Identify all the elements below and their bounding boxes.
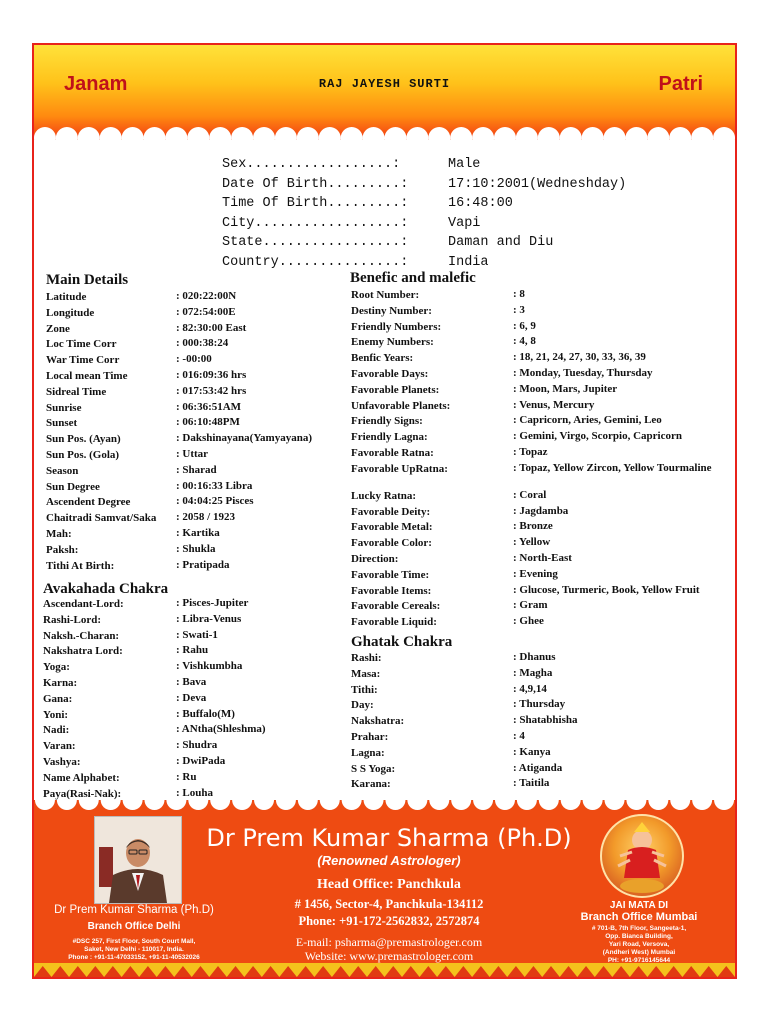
- detail-label: Sun Pos. (Gola): [46, 448, 120, 461]
- detail-value: : Uttar: [176, 447, 209, 460]
- footer-banner: [34, 800, 735, 977]
- goddess-image: [600, 814, 684, 898]
- detail-value: : Pratipada: [176, 558, 230, 571]
- detail-row: [46, 528, 346, 544]
- detail-value: : Coral: [513, 488, 547, 501]
- scallop-decoration: [78, 127, 100, 140]
- detail-value: : Magha: [513, 666, 553, 679]
- detail-label: Rashi:: [351, 652, 382, 664]
- detail-value: : Shudra: [176, 739, 218, 752]
- mumbai-address-2: Opp. Bianca Building,: [605, 933, 673, 940]
- detail-row: [351, 778, 713, 794]
- detail-value: : Libra-Venus: [176, 612, 242, 625]
- scallop-decoration: [406, 127, 428, 140]
- scallop-decoration: [472, 127, 494, 140]
- detail-row: [351, 668, 713, 684]
- detail-value: : Shukla: [176, 542, 216, 555]
- detail-value: : 06:10:48PM: [176, 416, 240, 429]
- detail-label: Gana:: [43, 692, 73, 705]
- detail-value: : Atiganda: [513, 761, 563, 774]
- detail-value: : 020:22:00N: [176, 290, 237, 302]
- scallop-decoration: [297, 127, 319, 140]
- scallop-decoration: [648, 800, 668, 810]
- detail-value: : Evening: [513, 567, 558, 580]
- scallop-decoration: [429, 800, 449, 810]
- scallop-decoration: [583, 800, 603, 810]
- contact-email[interactable]: E-mail: psharma@premastrologer.com: [295, 935, 483, 949]
- scallop-decoration: [670, 800, 690, 810]
- scallop-decoration: [276, 800, 296, 810]
- detail-value: : Bava: [176, 675, 207, 688]
- scallop-decoration: [166, 800, 186, 810]
- detail-row: [351, 415, 723, 431]
- detail-value: : Pisces-Jupiter: [176, 597, 249, 609]
- detail-row: [46, 354, 346, 370]
- detail-value: : 000:38:24: [176, 337, 229, 350]
- detail-value: : Gram: [513, 599, 548, 612]
- detail-label: Favorable Liquid:: [351, 616, 437, 629]
- mumbai-phone: PH: +91-9716145644: [607, 957, 671, 964]
- detail-row: [46, 544, 346, 560]
- detail-value: : 8: [513, 288, 525, 300]
- scallop-decoration: [517, 800, 537, 810]
- scallop-decoration: [122, 127, 144, 140]
- detail-label: Benfic Years:: [351, 352, 414, 365]
- detail-row: [46, 291, 346, 307]
- scallop-decoration: [625, 127, 647, 140]
- detail-value: : Monday, Tuesday, Thursday: [513, 366, 653, 379]
- astrologer-name: Dr Prem Kumar Sharma (Ph.D): [206, 824, 572, 852]
- detail-value: : Sharad: [176, 463, 217, 476]
- detail-row: [43, 661, 346, 677]
- detail-value: : Jagdamba: [513, 504, 569, 517]
- detail-row: [46, 402, 346, 418]
- detail-row: [351, 400, 723, 416]
- detail-value: : Buffalo(M): [176, 707, 235, 720]
- detail-row: [351, 553, 723, 569]
- scallop-decoration: [516, 127, 538, 140]
- scallop-decoration: [209, 127, 231, 140]
- detail-label: Sun Degree: [46, 480, 100, 493]
- detail-label: Paksh:: [46, 543, 79, 556]
- detail-row: [43, 614, 346, 630]
- birth-row: Date Of Birth.........: 17:10:2001(Wedneshday): [222, 176, 627, 192]
- detail-value: : North-East: [513, 551, 572, 564]
- detail-value: : Thursday: [513, 698, 566, 711]
- scallop-decoration: [165, 127, 187, 140]
- detail-row: [351, 336, 723, 352]
- detail-row: [351, 506, 723, 522]
- ghatak-table: [351, 652, 713, 794]
- detail-row: [351, 699, 713, 715]
- detail-row: [351, 585, 723, 601]
- detail-row: [43, 598, 346, 614]
- scallop-decoration: [626, 800, 646, 810]
- detail-value: : Louha: [176, 786, 213, 799]
- detail-row: [46, 496, 346, 512]
- header-left-word: Janam: [64, 73, 128, 95]
- detail-row: [351, 463, 723, 490]
- detail-row: [351, 616, 723, 632]
- detail-row: [351, 731, 713, 747]
- detail-row: [46, 433, 346, 449]
- detail-label: Tithi At Birth:: [46, 559, 115, 572]
- detail-value: : 6, 9: [513, 319, 536, 332]
- detail-row: [46, 307, 346, 323]
- scallop-decoration: [275, 127, 297, 140]
- detail-value: : Swati-1: [176, 628, 218, 641]
- detail-label: Unfavorable Planets:: [351, 399, 451, 412]
- scallop-decoration: [57, 800, 77, 810]
- mumbai-address-3: Yari Road, Versova,: [608, 941, 670, 948]
- detail-row: [46, 481, 346, 497]
- detail-label: S S Yoga:: [351, 762, 396, 775]
- astrologer-portrait-icon: [95, 817, 181, 903]
- scallop-decoration: [538, 127, 560, 140]
- detail-row: [351, 537, 723, 553]
- detail-label: Rashi-Lord:: [43, 613, 102, 626]
- detail-value: : Gemini, Virgo, Scorpio, Capricorn: [513, 430, 682, 443]
- detail-row: [46, 417, 346, 433]
- detail-label: Zone: [46, 322, 70, 335]
- detail-row: [46, 560, 346, 576]
- detail-value: : 18, 21, 24, 27, 30, 33, 36, 39: [513, 351, 646, 364]
- detail-label: Nadi:: [43, 724, 70, 737]
- detail-label: Varan:: [43, 740, 76, 753]
- astrologer-tagline: (Renowned Astrologer): [317, 853, 461, 868]
- detail-label: Longitude: [46, 306, 95, 319]
- detail-row: [351, 289, 723, 305]
- detail-value: : 00:16:33 Libra: [176, 479, 253, 492]
- detail-row: [351, 600, 723, 616]
- scallop-decoration: [539, 800, 559, 810]
- contact-website[interactable]: Website: www.premastrologer.com: [304, 949, 474, 963]
- scallop-decoration: [298, 800, 318, 810]
- detail-value: : 04:04:25 Pisces: [176, 495, 254, 508]
- detail-row: [43, 630, 346, 646]
- scallop-decoration: [320, 800, 340, 810]
- mumbai-address-1: # 701-B, 7th Floor, Sangeeta-1,: [591, 925, 687, 932]
- scallop-decoration: [319, 127, 341, 140]
- detail-label: Favorable UpRatna:: [351, 462, 448, 475]
- detail-label: Nakshatra Lord:: [43, 645, 123, 658]
- birth-row: City..................: Vapi: [222, 215, 481, 231]
- scallop-decoration: [342, 800, 362, 810]
- goddess-icon: [602, 816, 682, 896]
- birth-row: State.................: Daman and Diu: [222, 235, 554, 251]
- detail-value: : 016:09:36 hrs: [176, 368, 247, 381]
- detail-label: Karna:: [43, 676, 78, 689]
- delhi-address-1: #DSC 257, First Floor, South Court Mall,: [72, 938, 196, 945]
- detail-label: Friendly Lagna:: [351, 431, 428, 444]
- detail-row: [351, 684, 713, 700]
- avakahada-title: Avakahada Chakra: [43, 581, 169, 597]
- scallop-decoration: [582, 127, 604, 140]
- person-name: RAJ JAYESH SURTI: [318, 77, 451, 91]
- detail-row: [351, 652, 713, 668]
- scallop-decoration: [123, 800, 143, 810]
- delhi-address-2: Saket, New Delhi - 110017, India.: [84, 946, 184, 953]
- detail-value: : Capricorn, Aries, Gemini, Leo: [513, 414, 662, 427]
- scallop-decoration: [364, 800, 384, 810]
- scallop-decoration: [210, 800, 230, 810]
- scallop-decoration: [384, 127, 406, 140]
- detail-row: [351, 763, 713, 779]
- detail-label: Season: [46, 464, 79, 477]
- detail-row: [351, 521, 723, 537]
- scallop-decoration: [232, 800, 252, 810]
- detail-value: : Topaz: [513, 445, 548, 458]
- detail-label: Favorable Color:: [351, 537, 432, 550]
- detail-label: Lucky Ratna:: [351, 489, 417, 502]
- scallop-decoration: [253, 127, 275, 140]
- scallop-decoration: [34, 127, 56, 140]
- birth-row: Country...............: India: [222, 254, 489, 270]
- birth-row: Time Of Birth.........: 16:48:00: [222, 196, 513, 212]
- detail-row: [46, 465, 346, 481]
- detail-label: Favorable Days:: [351, 367, 429, 380]
- detail-label: Root Number:: [351, 289, 420, 301]
- detail-value: : Dhanus: [513, 651, 556, 663]
- detail-value: : Ghee: [513, 615, 544, 628]
- scallop-decoration: [560, 127, 582, 140]
- scallop-decoration: [428, 127, 450, 140]
- detail-value: : 4: [513, 729, 525, 742]
- detail-row: [351, 431, 723, 447]
- detail-value: : 017:53:42 hrs: [176, 384, 247, 397]
- detail-label: Yoga:: [43, 661, 70, 674]
- detail-value: : Moon, Mars, Jupiter: [513, 382, 618, 395]
- detail-label: Favorable Time:: [351, 568, 430, 581]
- scallop-decoration: [341, 127, 363, 140]
- scallop-decoration: [647, 127, 669, 140]
- scallop-decoration: [101, 800, 121, 810]
- detail-value: : Ru: [176, 770, 197, 783]
- head-office-address: # 1456, Sector-4, Panchkula-134112: [294, 897, 484, 911]
- astrologer-photo: [94, 816, 182, 904]
- scallop-decoration: [100, 127, 122, 140]
- detail-value: : Shatabhisha: [513, 714, 578, 727]
- scallop-decoration: [187, 127, 209, 140]
- detail-value: : 06:36:51AM: [176, 400, 242, 413]
- ghatak-title: Ghatak Chakra: [351, 634, 453, 650]
- detail-label: Masa:: [351, 667, 381, 680]
- detail-value: : 82:30:00 East: [176, 321, 247, 334]
- detail-value: : Venus, Mercury: [513, 398, 595, 411]
- detail-value: : Rahu: [176, 644, 209, 657]
- detail-label: Paya(Rasi-Nak):: [43, 787, 122, 800]
- detail-row: [351, 368, 723, 384]
- scallop-decoration: [188, 800, 208, 810]
- scallop-decoration: [385, 800, 405, 810]
- header-decoration: [34, 45, 735, 140]
- scallop-decoration: [35, 800, 55, 810]
- detail-value: : 072:54:00E: [176, 305, 236, 318]
- detail-value: : Vishkumbha: [176, 660, 243, 673]
- detail-label: Loc Time Corr: [46, 338, 117, 351]
- head-office-title: Head Office: Panchkula: [317, 877, 461, 892]
- scallop-decoration: [254, 800, 274, 810]
- detail-value: : 3: [513, 303, 525, 316]
- detail-label: Destiny Number:: [351, 304, 432, 317]
- detail-value: : Kartika: [176, 526, 220, 539]
- head-office-phone: Phone: +91-172-2562832, 2572874: [298, 914, 480, 928]
- left-astrologer-name: Dr Prem Kumar Sharma (Ph.D): [54, 904, 214, 916]
- detail-label: Ascendant-Lord:: [43, 598, 124, 610]
- detail-row: [351, 715, 713, 731]
- detail-row: [46, 386, 346, 402]
- detail-label: Local mean Time: [46, 369, 128, 382]
- detail-row: [46, 323, 346, 339]
- scallop-decoration: [604, 127, 626, 140]
- scallop-decoration: [494, 127, 516, 140]
- scallop-decoration: [56, 127, 78, 140]
- detail-row: [43, 645, 346, 661]
- detail-label: Favorable Planets:: [351, 383, 440, 396]
- scallop-decoration: [144, 800, 164, 810]
- detail-row: [351, 447, 723, 463]
- detail-label: Yoni:: [43, 708, 69, 721]
- scallop-decoration: [451, 800, 471, 810]
- scallop-decoration: [473, 800, 493, 810]
- detail-label: War Time Corr: [46, 354, 120, 367]
- detail-value: : Dakshinayana(Yamyayana): [176, 432, 312, 445]
- detail-label: Direction:: [351, 552, 399, 565]
- detail-row: [46, 449, 346, 465]
- detail-label: Mah:: [46, 527, 72, 540]
- detail-label: Favorable Metal:: [351, 521, 433, 534]
- detail-value: : DwiPada: [176, 754, 226, 767]
- birth-row: Sex..................: Male: [222, 157, 481, 173]
- scallop-decoration: [669, 127, 691, 140]
- detail-label: Prahar:: [351, 730, 389, 743]
- scallop-decoration: [407, 800, 427, 810]
- detail-value: : -00:00: [176, 353, 212, 366]
- main-details-title: Main Details: [46, 272, 129, 288]
- detail-value: : Topaz, Yellow Zircon, Yellow Tourmaline: [513, 461, 712, 474]
- scallop-decoration: [692, 800, 712, 810]
- detail-row: [351, 569, 723, 585]
- avakahada-table: [43, 598, 346, 803]
- header-right-word: Patri: [658, 73, 703, 95]
- detail-label: Karana:: [351, 778, 391, 791]
- detail-row: [43, 693, 346, 709]
- detail-row: [351, 747, 713, 763]
- detail-label: Sunset: [46, 417, 78, 430]
- detail-value: : Bronze: [513, 520, 553, 533]
- detail-value: : 2058 / 1923: [176, 511, 235, 524]
- detail-row: [46, 370, 346, 386]
- detail-label: Favorable Items:: [351, 584, 432, 597]
- scallop-decoration: [143, 127, 165, 140]
- scallop-decoration: [363, 127, 385, 140]
- detail-row: [43, 772, 346, 788]
- detail-row: [46, 338, 346, 354]
- detail-label: Chaitradi Samvat/Saka: [46, 512, 157, 525]
- scallop-decoration: [450, 127, 472, 140]
- detail-label: Vashya:: [43, 755, 81, 768]
- detail-value: : Yellow: [513, 536, 551, 549]
- detail-row: [46, 512, 346, 528]
- detail-row: [43, 740, 346, 756]
- detail-value: : Kanya: [513, 745, 551, 758]
- benefic-title: Benefic and malefic: [350, 270, 476, 286]
- detail-row: [351, 352, 723, 368]
- detail-row: [351, 305, 723, 321]
- detail-label: Sun Pos. (Ayan): [46, 433, 121, 446]
- scallop-decoration: [691, 127, 713, 140]
- footer-bottom-band: [34, 963, 735, 977]
- detail-label: Lagna:: [351, 746, 385, 759]
- detail-label: Friendly Numbers:: [351, 320, 442, 333]
- scallop-decoration: [231, 127, 253, 140]
- mumbai-address-4: (Andheri West) Mumbai: [602, 949, 676, 956]
- main-details-table: [46, 291, 346, 575]
- scallop-decoration: [495, 800, 515, 810]
- detail-row: [351, 490, 723, 506]
- detail-label: Enemy Numbers:: [351, 336, 434, 349]
- detail-label: Nakshatra:: [351, 715, 405, 728]
- mumbai-office-title: Branch Office Mumbai: [580, 911, 698, 923]
- detail-row: [351, 321, 723, 337]
- detail-label: Sidreal Time: [46, 385, 107, 398]
- benefic-table: [351, 289, 723, 632]
- detail-label: Ascendent Degree: [46, 496, 131, 509]
- detail-row: [43, 709, 346, 725]
- detail-label: Favorable Cereals:: [351, 600, 441, 613]
- detail-value: : 4,9,14: [513, 682, 547, 695]
- detail-label: Day:: [351, 699, 374, 712]
- header-banner: [34, 45, 735, 140]
- detail-label: Sunrise: [46, 401, 82, 414]
- detail-value: : Deva: [176, 691, 207, 704]
- detail-row: [43, 677, 346, 693]
- detail-value: : 4, 8: [513, 335, 536, 348]
- detail-label: Naksh.-Charan:: [43, 629, 120, 642]
- birth-info: [222, 155, 626, 272]
- delhi-phone: Phone : +91-11-47033152, +91-11-40532026: [68, 954, 200, 961]
- detail-value: : Glucose, Turmeric, Book, Yellow Fruit: [513, 583, 700, 596]
- detail-row: [43, 724, 346, 740]
- detail-value: : Taitila: [513, 777, 550, 790]
- delhi-office-title: Branch Office Delhi: [87, 921, 181, 932]
- detail-label: Name Alphabet:: [43, 771, 120, 784]
- detail-row: [351, 384, 723, 400]
- scallop-decoration: [605, 800, 625, 810]
- detail-row: [43, 756, 346, 772]
- detail-label: Favorable Ratna:: [351, 446, 434, 459]
- detail-label: Latitude: [46, 291, 87, 303]
- detail-value: : ANtha(Shleshma): [176, 723, 266, 736]
- scallop-decoration: [713, 127, 735, 140]
- scallop-decoration: [79, 800, 99, 810]
- scallop-decoration: [714, 800, 734, 810]
- detail-label: Tithi:: [351, 683, 378, 696]
- jai-mata-di: JAI MATA DI: [609, 900, 669, 911]
- detail-label: Friendly Signs:: [351, 415, 423, 428]
- detail-label: Favorable Deity:: [351, 505, 431, 518]
- scallop-decoration: [561, 800, 581, 810]
